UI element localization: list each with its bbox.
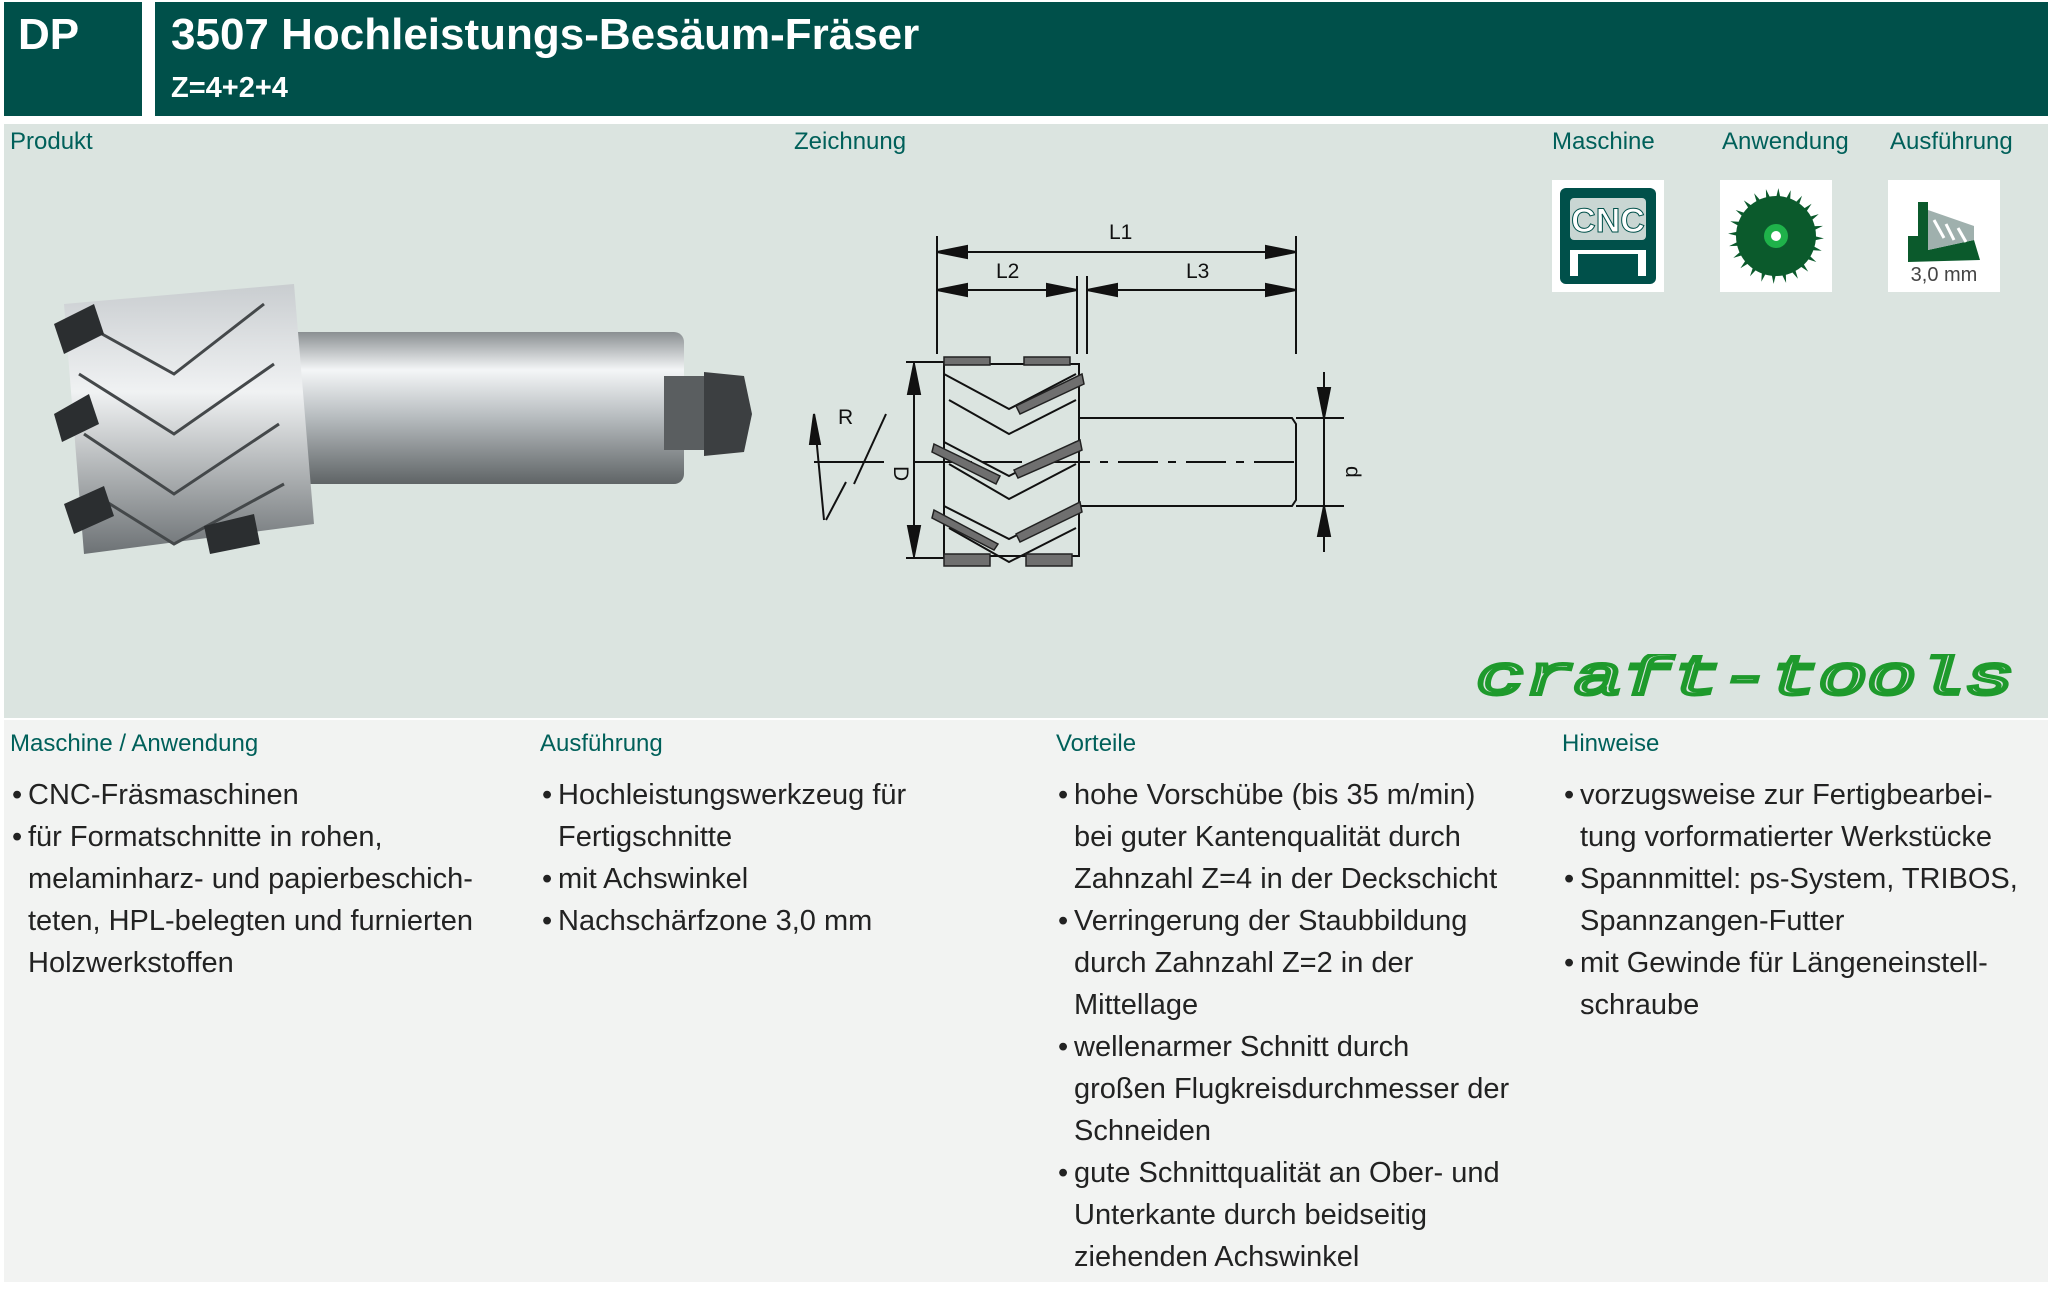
saw-tooth xyxy=(1729,242,1739,247)
product-image xyxy=(24,264,764,564)
list-item: • Hochleistungswerkzeug für Fertigschnitte xyxy=(534,774,906,858)
dim-R: R xyxy=(838,406,854,429)
saw-tooth xyxy=(1786,190,1791,200)
page-subtitle: Z=4+2+4 xyxy=(171,72,288,104)
title-box xyxy=(155,2,2048,116)
brand-logo-text: craft-tools xyxy=(1476,654,2014,706)
cnc-label: CNC xyxy=(1571,202,1645,240)
saw-tooth xyxy=(1782,273,1787,283)
page-title: 3507 Hochleistungs-Besäum-Fräser xyxy=(171,10,920,59)
details-panel xyxy=(4,720,2048,1282)
column-heading: Ausführung xyxy=(540,730,663,757)
product-panel xyxy=(4,124,2048,718)
ausfuehrung-label: Ausführung xyxy=(1890,128,2013,155)
page-header xyxy=(4,2,2048,116)
saw-tooth xyxy=(1728,232,1738,237)
saw-tooth xyxy=(1814,236,1824,241)
bullet-list xyxy=(534,774,906,942)
dim-d: d xyxy=(1341,466,1364,478)
bullet-list xyxy=(4,774,473,984)
list-item: • Spannmittel: ps-System, TRIBOS, Spannzangen-Futter xyxy=(1556,858,2018,942)
list-item: • hohe Vorschübe (bis 35 m/min) bei guter Kantenqualität durch Zahnzahl Z=4 in der Deckschicht xyxy=(1050,774,1509,900)
column-heading: Vorteile xyxy=(1056,730,1137,757)
list-item: • Nachschärfzone 3,0 mm xyxy=(534,900,906,942)
list-item: • mit Gewinde für Längeneinstell- schraube xyxy=(1556,942,2018,1026)
zeichnung-label: Zeichnung xyxy=(794,128,907,155)
anwendung-label: Anwendung xyxy=(1722,128,1849,155)
list-item: • für Formatschnitte in rohen, melaminharz- und papierbeschich- teten, HPL-belegten und furnierten Holzwerkstoffen xyxy=(4,816,473,984)
list-item: • gute Schnittqualität an Ober- und Unterkante durch beidseitig ziehenden Achswinkel xyxy=(1050,1152,1509,1278)
saw-tooth xyxy=(1730,221,1740,226)
saw-tooth xyxy=(1776,188,1781,198)
product-code: DP xyxy=(18,10,80,59)
bullet-list xyxy=(1556,774,2018,1026)
saw-tooth xyxy=(1761,271,1766,281)
column-heading: Maschine / Anwendung xyxy=(10,730,259,757)
dim-D: D xyxy=(889,466,912,482)
list-item: • vorzugsweise zur Fertigbearbei- tung vorformatierter Werkstücke xyxy=(1556,774,2018,858)
list-item: • mit Achswinkel xyxy=(534,858,906,900)
dim-L3: L3 xyxy=(1186,260,1210,283)
cnc-machine-icon xyxy=(1552,180,1664,292)
dim-L1: L1 xyxy=(1109,221,1133,244)
dim-L2: L2 xyxy=(996,260,1020,283)
list-item: • CNC-Fräsmaschinen xyxy=(4,774,473,816)
list-item: • Verringerung der Staubbildung durch Zahnzahl Z=2 in der Mittellage xyxy=(1050,900,1509,1026)
regrind-zone-value: 3,0 mm xyxy=(1910,264,1978,286)
saw-blade-icon xyxy=(1720,180,1832,292)
saw-tooth xyxy=(1813,226,1823,231)
brand-logo xyxy=(1476,654,2014,706)
column-heading: Hinweise xyxy=(1562,730,1660,757)
produkt-label: Produkt xyxy=(10,128,93,155)
bullet-list xyxy=(1050,774,1509,1278)
maschine-label: Maschine xyxy=(1552,128,1655,155)
regrind-zone-icon xyxy=(1888,180,2000,292)
technical-drawing xyxy=(784,214,1524,754)
list-item: • wellenarmer Schnitt durch großen Flugkreisdurchmesser der Schneiden xyxy=(1050,1026,1509,1152)
saw-tooth xyxy=(1772,274,1777,284)
product-code-box xyxy=(4,2,142,116)
saw-tooth xyxy=(1766,189,1771,199)
saw-tooth xyxy=(1811,246,1821,251)
